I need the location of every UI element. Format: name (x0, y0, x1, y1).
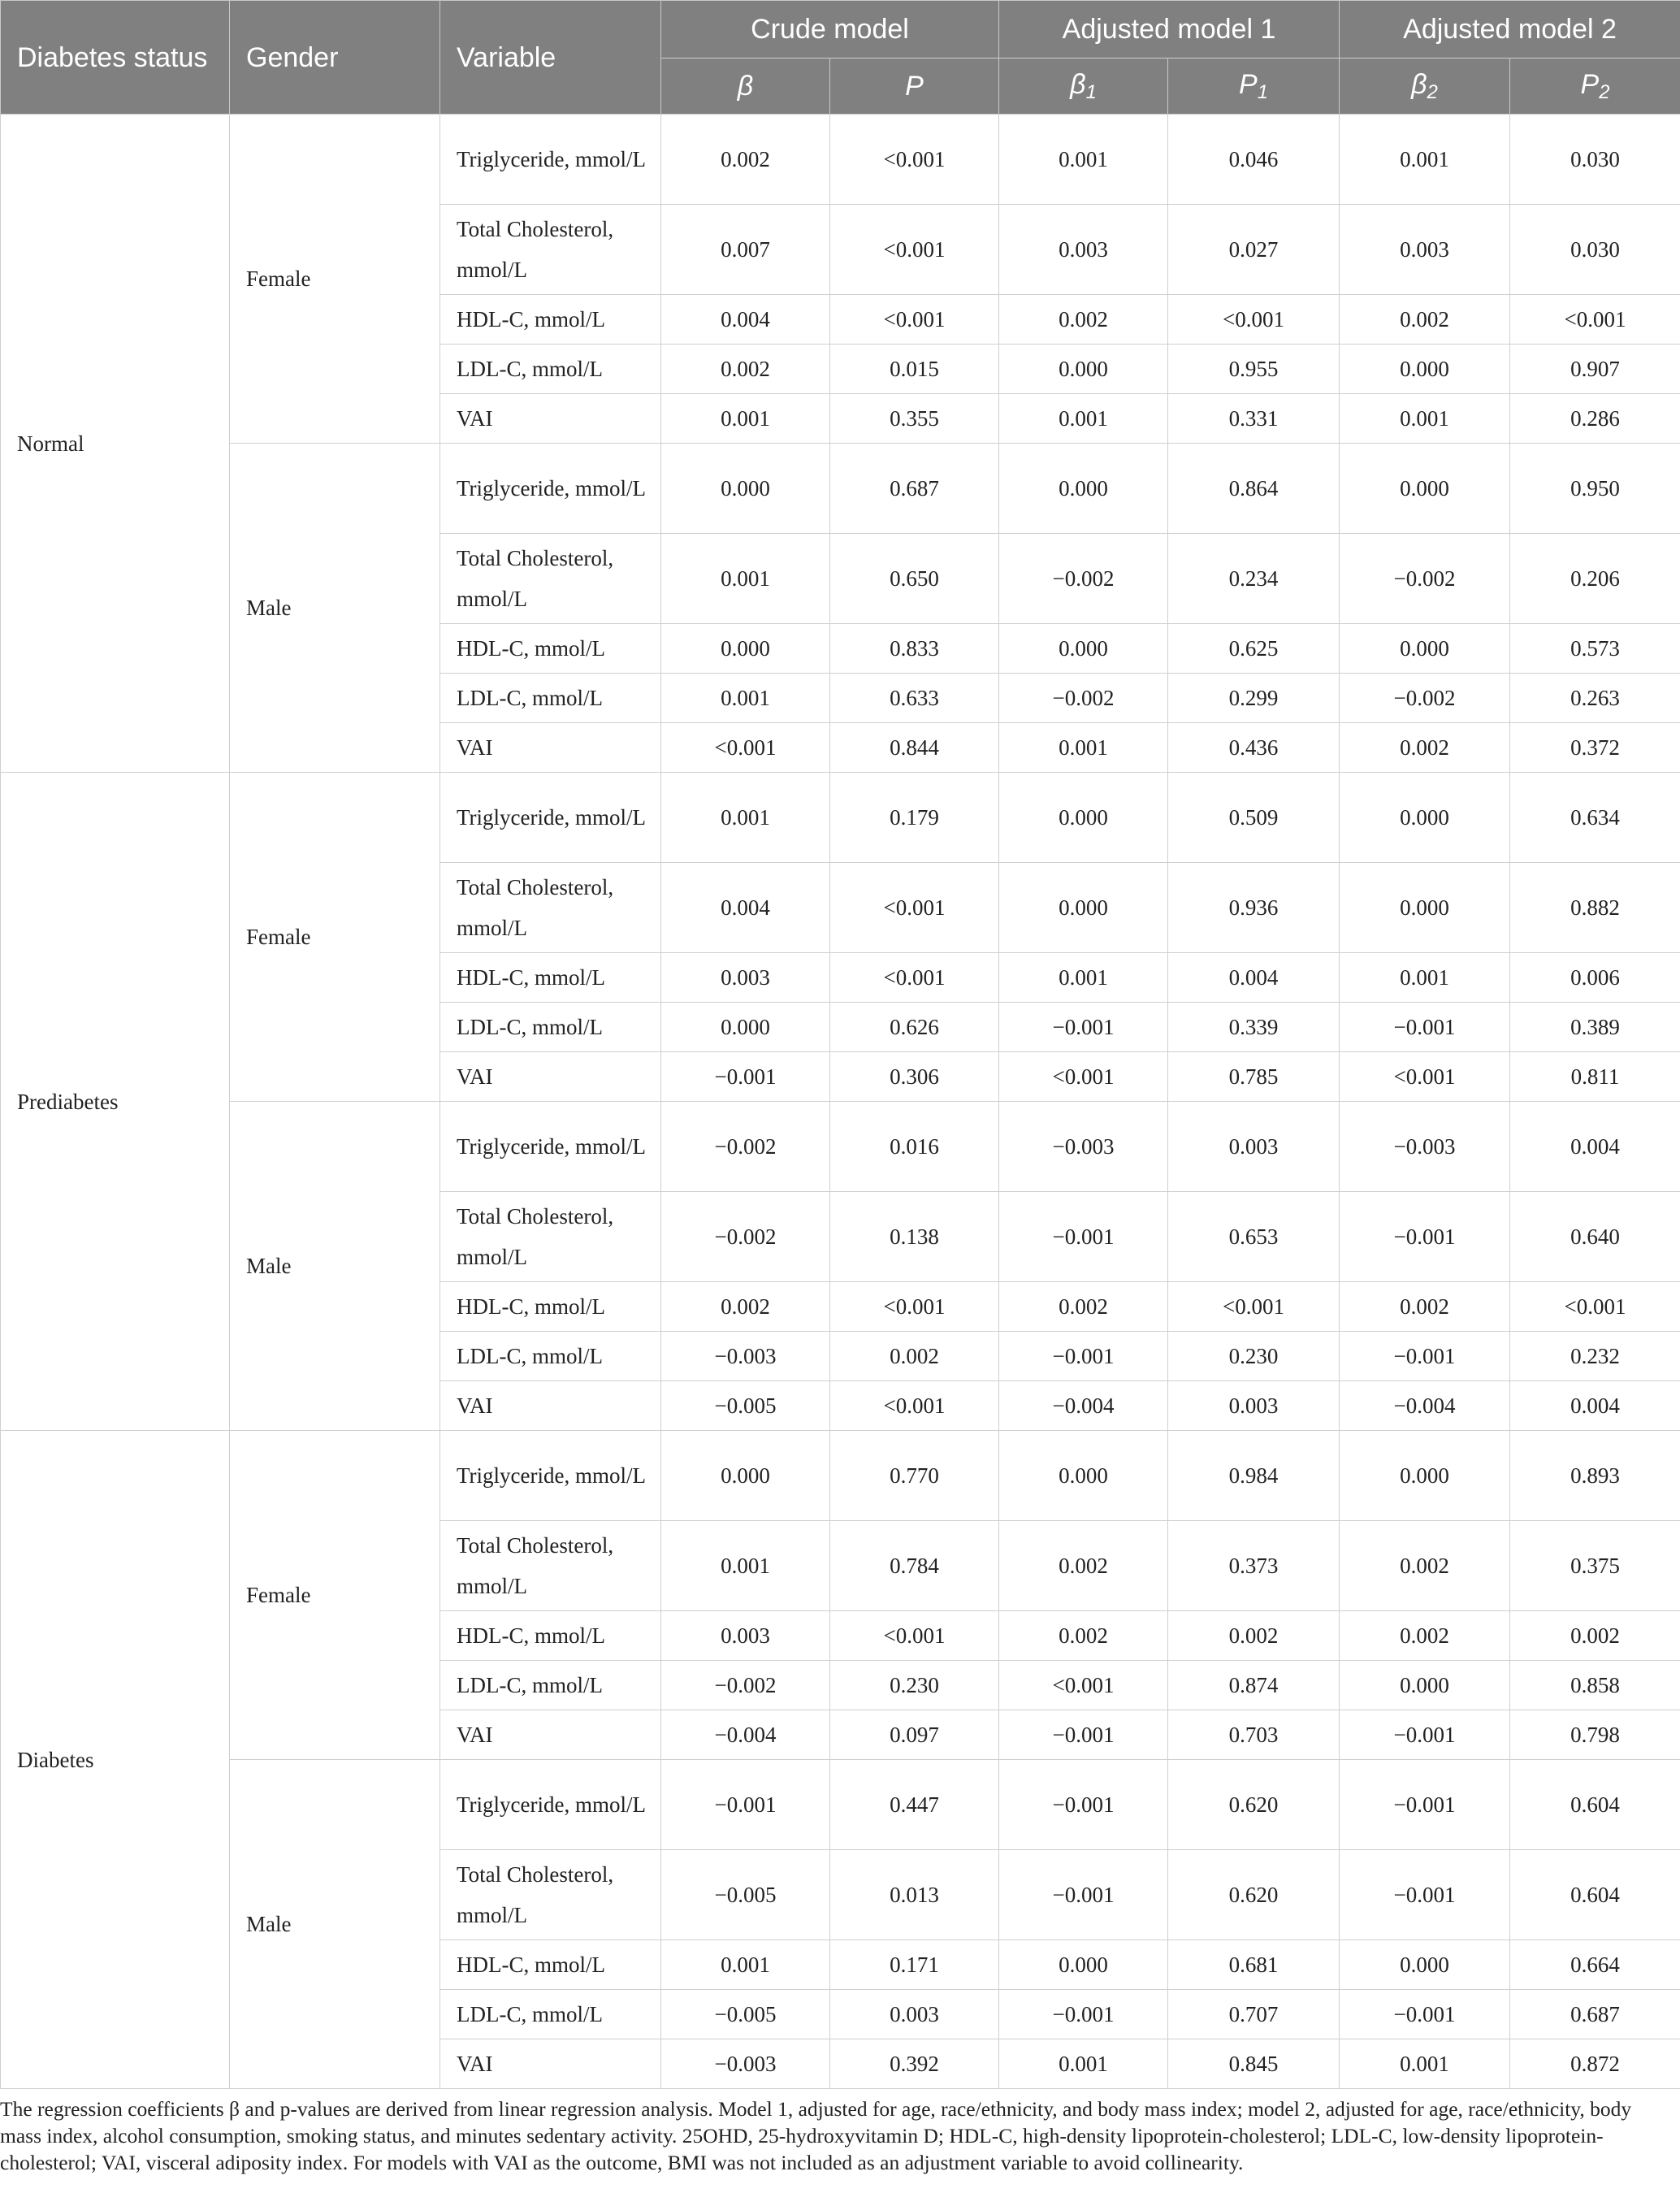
variable-cell: VAI (440, 1710, 661, 1760)
variable-cell: Total Cholesterol, mmol/L (440, 1850, 661, 1940)
value-cell: 0.339 (1168, 1003, 1340, 1052)
value-cell: 0.003 (1168, 1102, 1340, 1192)
value-cell: 0.373 (1168, 1521, 1340, 1611)
header-p-2 (1510, 59, 1680, 115)
value-cell: 0.004 (1168, 953, 1340, 1003)
value-cell: −0.003 (661, 2039, 830, 2089)
value-cell: −0.002 (661, 1661, 830, 1710)
table-row (1, 1431, 1680, 1521)
value-cell: 0.687 (1510, 1990, 1680, 2039)
value-cell: 0.844 (830, 723, 999, 773)
value-cell: 0.002 (1340, 1521, 1510, 1611)
value-cell: 0.681 (1168, 1940, 1340, 1990)
value-cell: 0.001 (999, 723, 1168, 773)
value-cell: 0.299 (1168, 674, 1340, 723)
variable-cell: Total Cholesterol, mmol/L (440, 863, 661, 953)
table-row (1, 1760, 1680, 1850)
value-cell: −0.001 (1340, 1850, 1510, 1940)
header-p-1 (1168, 59, 1340, 115)
value-cell: −0.001 (1340, 1192, 1510, 1282)
variable-cell: Triglyceride, mmol/L (440, 773, 661, 863)
header-p (830, 59, 999, 115)
value-cell: 0.138 (830, 1192, 999, 1282)
variable-cell: HDL-C, mmol/L (440, 624, 661, 674)
value-cell: 0.001 (1340, 394, 1510, 444)
value-cell: 0.687 (830, 444, 999, 534)
value-cell: 0.509 (1168, 773, 1340, 863)
variable-cell: Total Cholesterol, mmol/L (440, 1192, 661, 1282)
value-cell: 0.003 (830, 1990, 999, 2039)
table-body (1, 115, 1680, 2089)
value-cell: 0.002 (999, 295, 1168, 345)
gender-cell: Female (230, 1431, 440, 1760)
value-cell: 0.653 (1168, 1192, 1340, 1282)
variable-cell: HDL-C, mmol/L (440, 953, 661, 1003)
header-beta-2 (1340, 59, 1510, 115)
value-cell: 0.002 (999, 1282, 1168, 1332)
variable-cell: VAI (440, 723, 661, 773)
value-cell: 0.001 (661, 674, 830, 723)
header-crude-model: Crude model (661, 1, 999, 59)
value-cell: 0.633 (830, 674, 999, 723)
value-cell: −0.001 (999, 1003, 1168, 1052)
value-cell: −0.001 (999, 1850, 1168, 1940)
value-cell: 0.002 (1340, 1611, 1510, 1661)
variable-cell: HDL-C, mmol/L (440, 295, 661, 345)
value-cell: −0.003 (1340, 1102, 1510, 1192)
header-p-text: P (905, 70, 924, 102)
value-cell: 0.001 (999, 2039, 1168, 2089)
variable-cell: VAI (440, 2039, 661, 2089)
header-diabetes-status: Diabetes status (1, 1, 230, 115)
value-cell: 0.286 (1510, 394, 1680, 444)
value-cell: 0.620 (1168, 1850, 1340, 1940)
header-beta (661, 59, 830, 115)
value-cell: 0.001 (1340, 115, 1510, 205)
value-cell: −0.002 (661, 1102, 830, 1192)
value-cell: 0.882 (1510, 863, 1680, 953)
value-cell: 0.004 (1510, 1102, 1680, 1192)
table-row (1, 773, 1680, 863)
value-cell: 0.000 (999, 863, 1168, 953)
value-cell: 0.000 (999, 773, 1168, 863)
value-cell: <0.001 (661, 723, 830, 773)
value-cell: −0.002 (999, 674, 1168, 723)
value-cell: 0.000 (999, 444, 1168, 534)
value-cell: 0.001 (661, 773, 830, 863)
value-cell: 0.000 (1340, 1940, 1510, 1990)
value-cell: 0.171 (830, 1940, 999, 1990)
value-cell: 0.000 (1340, 863, 1510, 953)
variable-cell: Total Cholesterol, mmol/L (440, 205, 661, 295)
value-cell: 0.392 (830, 2039, 999, 2089)
value-cell: 0.002 (1340, 1282, 1510, 1332)
variable-cell: Triglyceride, mmol/L (440, 1431, 661, 1521)
value-cell: 0.002 (999, 1611, 1168, 1661)
value-cell: −0.001 (1340, 1332, 1510, 1381)
value-cell: <0.001 (999, 1661, 1168, 1710)
value-cell: 0.232 (1510, 1332, 1680, 1381)
value-cell: 0.798 (1510, 1710, 1680, 1760)
value-cell: −0.001 (1340, 1990, 1510, 2039)
variable-cell: Triglyceride, mmol/L (440, 444, 661, 534)
value-cell: 0.027 (1168, 205, 1340, 295)
table-header (1, 1, 1680, 115)
variable-cell: Triglyceride, mmol/L (440, 115, 661, 205)
header-p-2-text: $P_2$ (1580, 68, 1610, 103)
value-cell: 0.002 (830, 1332, 999, 1381)
diabetes-status-cell: Prediabetes (1, 773, 230, 1431)
value-cell: 0.000 (1340, 1661, 1510, 1710)
value-cell: <0.001 (1168, 1282, 1340, 1332)
header-beta-text: β (737, 70, 754, 102)
value-cell: 0.703 (1168, 1710, 1340, 1760)
header-adjusted-model-2: Adjusted model 2 (1340, 1, 1680, 59)
value-cell: 0.001 (999, 394, 1168, 444)
header-beta-2-text: $\beta_2$ (1411, 68, 1438, 103)
value-cell: −0.001 (999, 1332, 1168, 1381)
value-cell: 0.000 (1340, 624, 1510, 674)
value-cell: 0.003 (1340, 205, 1510, 295)
value-cell: 0.003 (661, 953, 830, 1003)
variable-cell: LDL-C, mmol/L (440, 1003, 661, 1052)
value-cell: −0.002 (1340, 534, 1510, 624)
header-variable: Variable (440, 1, 661, 115)
value-cell: 0.002 (1168, 1611, 1340, 1661)
value-cell: 0.001 (661, 394, 830, 444)
value-cell: <0.001 (830, 1282, 999, 1332)
value-cell: 0.002 (661, 1282, 830, 1332)
header-beta-1 (999, 59, 1168, 115)
value-cell: 0.097 (830, 1710, 999, 1760)
value-cell: <0.001 (1510, 1282, 1680, 1332)
value-cell: 0.936 (1168, 863, 1340, 953)
value-cell: −0.001 (1340, 1710, 1510, 1760)
value-cell: 0.001 (1340, 953, 1510, 1003)
value-cell: 0.785 (1168, 1052, 1340, 1102)
value-cell: 0.002 (1340, 723, 1510, 773)
table-row (1, 1102, 1680, 1192)
value-cell: −0.005 (661, 1850, 830, 1940)
value-cell: 0.389 (1510, 1003, 1680, 1052)
value-cell: 0.030 (1510, 205, 1680, 295)
value-cell: 0.000 (1340, 345, 1510, 394)
value-cell: 0.620 (1168, 1760, 1340, 1850)
value-cell: 0.001 (661, 1521, 830, 1611)
header-adjusted-model-1: Adjusted model 1 (999, 1, 1340, 59)
value-cell: <0.001 (1510, 295, 1680, 345)
variable-cell: HDL-C, mmol/L (440, 1282, 661, 1332)
variable-cell: Total Cholesterol, mmol/L (440, 534, 661, 624)
value-cell: 0.811 (1510, 1052, 1680, 1102)
value-cell: −0.001 (999, 1192, 1168, 1282)
value-cell: 0.634 (1510, 773, 1680, 863)
gender-cell: Female (230, 773, 440, 1102)
value-cell: 0.000 (999, 624, 1168, 674)
value-cell: <0.001 (830, 295, 999, 345)
diabetes-status-cell: Normal (1, 115, 230, 773)
value-cell: 0.000 (661, 624, 830, 674)
value-cell: 0.002 (1510, 1611, 1680, 1661)
variable-cell: LDL-C, mmol/L (440, 1661, 661, 1710)
value-cell: 0.000 (1340, 444, 1510, 534)
value-cell: 0.000 (999, 345, 1168, 394)
value-cell: 0.002 (661, 345, 830, 394)
value-cell: 0.625 (1168, 624, 1340, 674)
variable-cell: Triglyceride, mmol/L (440, 1102, 661, 1192)
value-cell: 0.893 (1510, 1431, 1680, 1521)
value-cell: −0.001 (661, 1052, 830, 1102)
value-cell: 0.000 (661, 444, 830, 534)
value-cell: 0.845 (1168, 2039, 1340, 2089)
value-cell: 0.016 (830, 1102, 999, 1192)
value-cell: −0.003 (999, 1102, 1168, 1192)
value-cell: 0.046 (1168, 115, 1340, 205)
variable-cell: HDL-C, mmol/L (440, 1611, 661, 1661)
value-cell: −0.005 (661, 1990, 830, 2039)
value-cell: −0.001 (999, 1710, 1168, 1760)
value-cell: 0.950 (1510, 444, 1680, 534)
value-cell: 0.604 (1510, 1760, 1680, 1850)
value-cell: 0.030 (1510, 115, 1680, 205)
value-cell: 0.003 (999, 205, 1168, 295)
gender-cell: Male (230, 1102, 440, 1431)
value-cell: 0.984 (1168, 1431, 1340, 1521)
value-cell: −0.001 (999, 1760, 1168, 1850)
value-cell: 0.626 (830, 1003, 999, 1052)
value-cell: <0.001 (830, 205, 999, 295)
value-cell: 0.001 (1340, 2039, 1510, 2089)
value-cell: −0.002 (999, 534, 1168, 624)
value-cell: 0.007 (661, 205, 830, 295)
value-cell: 0.001 (661, 1940, 830, 1990)
value-cell: 0.000 (661, 1003, 830, 1052)
value-cell: −0.004 (999, 1381, 1168, 1431)
value-cell: <0.001 (1340, 1052, 1510, 1102)
value-cell: −0.002 (1340, 674, 1510, 723)
value-cell: 0.650 (830, 534, 999, 624)
variable-cell: LDL-C, mmol/L (440, 674, 661, 723)
variable-cell: LDL-C, mmol/L (440, 345, 661, 394)
value-cell: <0.001 (1168, 295, 1340, 345)
value-cell: <0.001 (999, 1052, 1168, 1102)
variable-cell: Total Cholesterol, mmol/L (440, 1521, 661, 1611)
value-cell: 0.604 (1510, 1850, 1680, 1940)
header-beta-1-text: $\beta_1$ (1070, 68, 1097, 103)
header-gender: Gender (230, 1, 440, 115)
value-cell: −0.001 (1340, 1760, 1510, 1850)
variable-cell: LDL-C, mmol/L (440, 1332, 661, 1381)
value-cell: 0.002 (1340, 295, 1510, 345)
value-cell: 0.000 (1340, 773, 1510, 863)
value-cell: 0.640 (1510, 1192, 1680, 1282)
value-cell: −0.001 (999, 1990, 1168, 2039)
value-cell: 0.000 (1340, 1431, 1510, 1521)
value-cell: 0.004 (1510, 1381, 1680, 1431)
value-cell: 0.907 (1510, 345, 1680, 394)
value-cell: 0.447 (830, 1760, 999, 1850)
value-cell: <0.001 (830, 953, 999, 1003)
value-cell: 0.000 (999, 1431, 1168, 1521)
diabetes-status-cell: Diabetes (1, 1431, 230, 2089)
value-cell: −0.003 (661, 1332, 830, 1381)
value-cell: −0.005 (661, 1381, 830, 1431)
value-cell: 0.306 (830, 1052, 999, 1102)
value-cell: <0.001 (830, 863, 999, 953)
value-cell: 0.234 (1168, 534, 1340, 624)
value-cell: 0.833 (830, 624, 999, 674)
value-cell: 0.000 (661, 1431, 830, 1521)
value-cell: 0.001 (999, 953, 1168, 1003)
value-cell: 0.955 (1168, 345, 1340, 394)
value-cell: 0.015 (830, 345, 999, 394)
value-cell: 0.263 (1510, 674, 1680, 723)
value-cell: 0.206 (1510, 534, 1680, 624)
value-cell: 0.003 (661, 1611, 830, 1661)
value-cell: 0.573 (1510, 624, 1680, 674)
value-cell: 0.230 (830, 1661, 999, 1710)
value-cell: 0.013 (830, 1850, 999, 1940)
value-cell: −0.001 (1340, 1003, 1510, 1052)
value-cell: 0.003 (1168, 1381, 1340, 1431)
variable-cell: VAI (440, 394, 661, 444)
value-cell: <0.001 (830, 1611, 999, 1661)
value-cell: 0.784 (830, 1521, 999, 1611)
value-cell: −0.004 (661, 1710, 830, 1760)
gender-cell: Male (230, 444, 440, 773)
value-cell: 0.006 (1510, 953, 1680, 1003)
variable-cell: HDL-C, mmol/L (440, 1940, 661, 1990)
value-cell: 0.179 (830, 773, 999, 863)
table-row (1, 444, 1680, 534)
gender-cell: Female (230, 115, 440, 444)
value-cell: 0.872 (1510, 2039, 1680, 2089)
value-cell: 0.858 (1510, 1661, 1680, 1710)
value-cell: −0.002 (661, 1192, 830, 1282)
variable-cell: Triglyceride, mmol/L (440, 1760, 661, 1850)
value-cell: 0.000 (999, 1940, 1168, 1990)
value-cell: 0.770 (830, 1431, 999, 1521)
footnote: The regression coefficients β and p-values are derived from linear regression analysis. Model 1, adjusted for age, race/ethnicity, and body mass index; model 2, adjusted for age, race/ethnicity, body mass index, alcohol consumption, smoking status, and minutes sedentary activity. 25OHD, 25-hydroxyvitamin D; HDL-C, high-density lipoprotein-cholesterol; LDL-C, low-density lipoprotein-cholesterol; VAI, visceral adiposity index. For models with VAI as the outcome, BMI was not included as an adjustment variable to avoid collinearity. (0, 2097, 1632, 2174)
value-cell: 0.001 (999, 115, 1168, 205)
variable-cell: VAI (440, 1052, 661, 1102)
variable-cell: LDL-C, mmol/L (440, 1990, 661, 2039)
variable-cell: VAI (440, 1381, 661, 1431)
value-cell: <0.001 (830, 1381, 999, 1431)
value-cell: <0.001 (830, 115, 999, 205)
value-cell: 0.375 (1510, 1521, 1680, 1611)
value-cell: 0.355 (830, 394, 999, 444)
value-cell: 0.004 (661, 295, 830, 345)
value-cell: 0.002 (661, 115, 830, 205)
value-cell: 0.230 (1168, 1332, 1340, 1381)
value-cell: 0.436 (1168, 723, 1340, 773)
value-cell: 0.707 (1168, 1990, 1340, 2039)
value-cell: 0.002 (999, 1521, 1168, 1611)
value-cell: 0.874 (1168, 1661, 1340, 1710)
value-cell: 0.004 (661, 863, 830, 953)
table-row (1, 115, 1680, 205)
value-cell: −0.001 (661, 1760, 830, 1850)
gender-cell: Male (230, 1760, 440, 2089)
value-cell: 0.864 (1168, 444, 1340, 534)
header-p-1-text: $P_1$ (1239, 68, 1268, 103)
value-cell: 0.001 (661, 534, 830, 624)
value-cell: 0.331 (1168, 394, 1340, 444)
value-cell: 0.372 (1510, 723, 1680, 773)
value-cell: 0.664 (1510, 1940, 1680, 1990)
value-cell: −0.004 (1340, 1381, 1510, 1431)
